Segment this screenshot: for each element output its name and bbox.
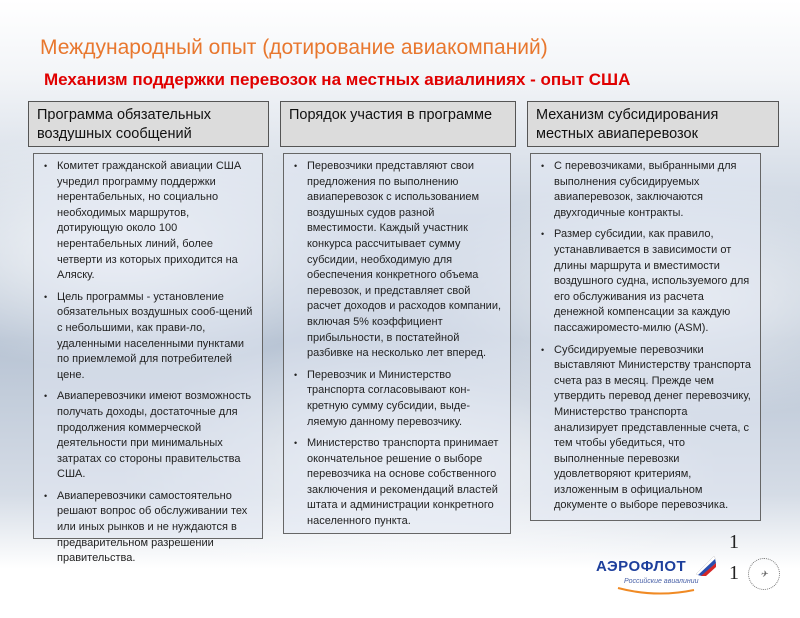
logo-swoosh — [616, 586, 696, 596]
list-item: • Авиаперевозчики имеют возможность получать доходы, достаточные для продолжения коммерческой деятельности при минимальных затратах со стороны правительства США. — [57, 389, 254, 483]
list-item: • Авиаперевозчики самостоятельно решают вопрос об обслуживании тех или иных рынков и не нуждаются в предварительном разрешении правительства. — [57, 489, 254, 567]
slide-title: Международный опыт (дотирование авиакомпаний) — [40, 36, 548, 59]
slide-subtitle: Механизм поддержки перевозок на местных авиалиниях - опыт США — [44, 70, 631, 89]
list-item: • Министерство транспорта принимает окончательное решение о выборе перевозчика на основе собственного заключения и рекомендаций властей штата и администрации конкретного населенного пункта. — [307, 436, 502, 530]
column-heading-mechanism: Механизм субсидирования местных авиаперевозок — [527, 101, 779, 147]
list-item: • Перевозчики представляют свои предложения по выполнению авиаперевозок с использованием воздушных судов разной вместимости. Каждый участник конкурса рассчитывает сумму субсидии, необходимую для обеспечения конкретного объема перевозок, и представляет свой расчет доходов и расходов компании, включая 5% коэффициент прибыльности, в постатейной разбивке на несколько лет вперед. — [307, 159, 502, 362]
column-body-participation — [283, 153, 511, 534]
logo-subtext: Российские авиалинии — [624, 578, 699, 585]
list-item: • Перевозчик и Министерство транспорта согласовывают кон-кретную сумму субсидии, выде-ляемую данному перевозчику. — [307, 368, 502, 430]
column-heading-participation: Порядок участия в программе — [280, 101, 516, 147]
list-item: • Цель программы - установление обязательных воздушных сооб-щений с небольшими, как прави-ло, удаленными населенными пунктами по приемлемой для потребителей цене. — [57, 290, 254, 384]
list-item: • Комитет гражданской авиации США учредил программу поддержки нерентабельных, но социально необходимых маршрутов, дотирующую около 100 нерентабельных линий, более четверти из которых приходится на Аляску. — [57, 159, 254, 284]
seal-icon: ✈ — [748, 558, 780, 590]
column-body-program — [33, 153, 263, 565]
column-heading-program: Программа обязательных воздушных сообщений — [28, 101, 269, 147]
logo-text: АЭРОФЛОТ — [596, 558, 687, 575]
list-item: • Размер субсидии, как правило, устанавливается в зависимости от длины маршрута и вместимости воздушного судна, используемого для его обслуживания из расчета денежной компенсации за каждую пассажироместо-милю (ASM). — [554, 227, 752, 336]
column-body-mechanism — [530, 153, 761, 521]
page-number: 1 — [729, 531, 739, 553]
flag-icon — [694, 554, 716, 576]
list-item: • Субсидируемые перевозчики выставляют Министерству транспорта счета раз в месяц. Прежде чем утвердить перевод денег перевозчику, Министерство транспорта анализирует представленные счета, с тем чтобы убедиться, что выполненные перевозки удовлетворяют критериям, изложенным в официальном документе о выборе перевозчика. — [554, 343, 752, 515]
aeroflot-logo — [596, 552, 716, 596]
list-item: • С перевозчиками, выбранными для выполнения субсидируемых авиаперевозок, заключаются двухгодичные контракты. — [554, 159, 752, 221]
page-number-secondary: 1 — [729, 562, 739, 584]
